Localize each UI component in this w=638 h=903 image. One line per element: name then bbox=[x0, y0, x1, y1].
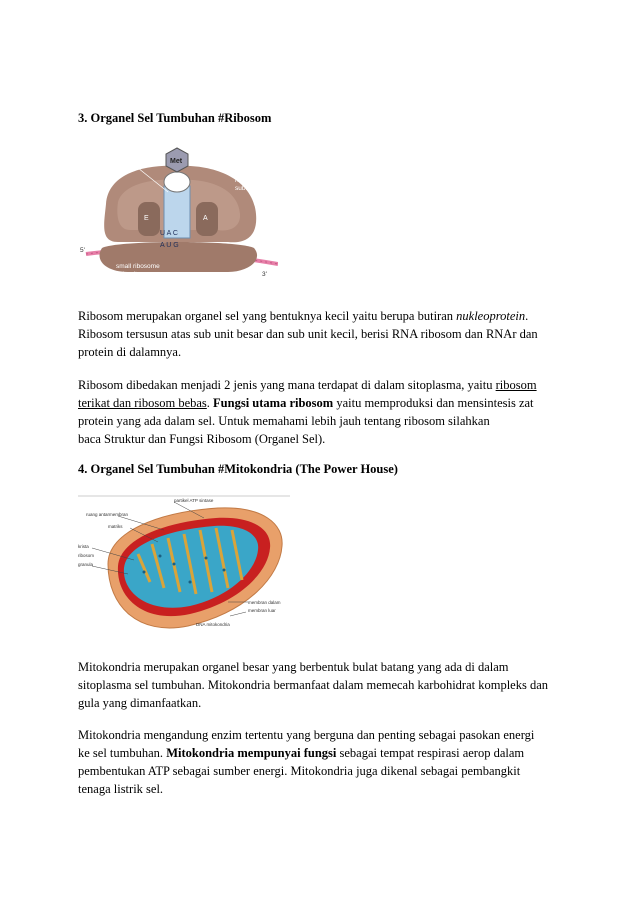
membran-luar-label: membran luar bbox=[248, 608, 276, 613]
ribosom-paragraph-2 bbox=[78, 376, 568, 448]
mitokondria-paragraph-2 bbox=[78, 726, 568, 798]
five-prime-label: 5' bbox=[80, 247, 85, 254]
small-label-1: small ribosome bbox=[116, 263, 160, 270]
text-run: yaitu memproduksi dan mensintesis zat bbox=[333, 396, 534, 410]
ribosom-p1-line-1 bbox=[78, 307, 568, 325]
e-site-shape bbox=[138, 202, 160, 236]
p-site-label: P site bbox=[122, 161, 139, 168]
dna-label: DNA mitokondria bbox=[196, 622, 230, 627]
met-label: Met bbox=[170, 158, 183, 165]
section-heading-ribosom: 3. Organel Sel Tumbuhan #Ribosom bbox=[78, 111, 272, 125]
mito-p2-line-2 bbox=[78, 744, 568, 762]
membran-dalam-label: membran dalam bbox=[248, 600, 281, 605]
ribosom-p2-line-3: protein yang ada dalam sel. Untuk memahami lebih jauh tentang ribosom silahkan bbox=[78, 414, 490, 428]
ruang-label: ruang antarmembran bbox=[86, 512, 129, 517]
text-run: . bbox=[525, 309, 529, 323]
text-run: ke sel tumbuhan. bbox=[78, 746, 167, 760]
krista-label: krista bbox=[78, 544, 89, 549]
mitokondria-paragraph-1 bbox=[78, 658, 568, 712]
section-heading-mitokondria: 4. Organel Sel Tumbuhan #Mitokondria (The Power House) bbox=[78, 462, 398, 476]
text-run: . bbox=[206, 396, 214, 410]
three-prime-label: 3' bbox=[262, 271, 267, 278]
bold-term: Mitokondria mempunyai fungsi bbox=[166, 746, 337, 760]
ribosom-paragraph-1 bbox=[78, 307, 568, 361]
granula-label: granula bbox=[78, 562, 94, 567]
large-label-1: Large bbox=[235, 169, 252, 176]
text-run: Ribosom merupakan organel sel yang bentuknya kecil yaitu berupa butiran bbox=[78, 309, 457, 323]
ribosom-p1-line-2: Ribosom tersusun atas sub unit besar dan sub unit kecil, berisi RNA ribosom dan RNAr dan bbox=[78, 327, 538, 341]
small-label-2: subunit bbox=[116, 271, 137, 278]
ribosom-p2-line-4: baca Struktur dan Fungsi Ribosom (Organel Sel). bbox=[78, 432, 326, 446]
atp-label: partikel ATP sintase bbox=[174, 498, 214, 503]
mito-p2-line-3: pembentukan ATP sebagai sumber energi. Mitokondria juga dikenal sebagai pembangkit bbox=[78, 764, 521, 778]
anticodon-label: U A C bbox=[160, 230, 178, 237]
ribosom-link-part-1[interactable]: ribosom bbox=[495, 378, 537, 392]
e-site-label: E bbox=[144, 215, 149, 222]
mito-p1-line-1: Mitokondria merupakan organel besar yang berbentuk bulat batang yang ada di dalam bbox=[78, 660, 509, 674]
mito-p1-line-3: gula yang dimanfaatkan. bbox=[78, 696, 202, 710]
mito-p2-line-4: tenaga listrik sel. bbox=[78, 782, 164, 796]
ribosom-p2-line-1 bbox=[78, 376, 568, 394]
large-label-3: subunit bbox=[235, 185, 256, 192]
bold-term: Fungsi utama ribosom bbox=[213, 396, 334, 410]
ribosom-p1-line-3: protein di dalamnya. bbox=[78, 345, 182, 359]
mitochondria-figure bbox=[78, 494, 290, 640]
large-label-2: ribosomal bbox=[235, 177, 264, 184]
a-site-label: A bbox=[203, 215, 208, 222]
text-run: Ribosom dibedakan menjadi 2 jenis yang mana terdapat di dalam sitoplasma, yaitu bbox=[78, 378, 496, 392]
matriks-label: matriks bbox=[108, 524, 123, 529]
ribosome-figure bbox=[78, 144, 278, 292]
italic-term: nukleoprotein bbox=[456, 309, 526, 323]
codon-label: A U G bbox=[160, 242, 179, 249]
ribosom-label: ribosom bbox=[78, 553, 95, 558]
mito-p2-line-1: Mitokondria mengandung enzim tertentu yang berguna dan penting sebagai pasokan energi bbox=[78, 728, 535, 742]
ribosom-link-part-2[interactable]: terikat dan ribosom bebas bbox=[78, 396, 207, 410]
text-run: sebagai tempat respirasi aerop dalam bbox=[336, 746, 525, 760]
ribosom-p2-line-2 bbox=[78, 394, 568, 412]
mito-p1-line-2: sitoplasma sel tumbuhan. Mitokondria bermanfaat dalam memecah karbohidrat kompleks dan bbox=[78, 678, 549, 692]
